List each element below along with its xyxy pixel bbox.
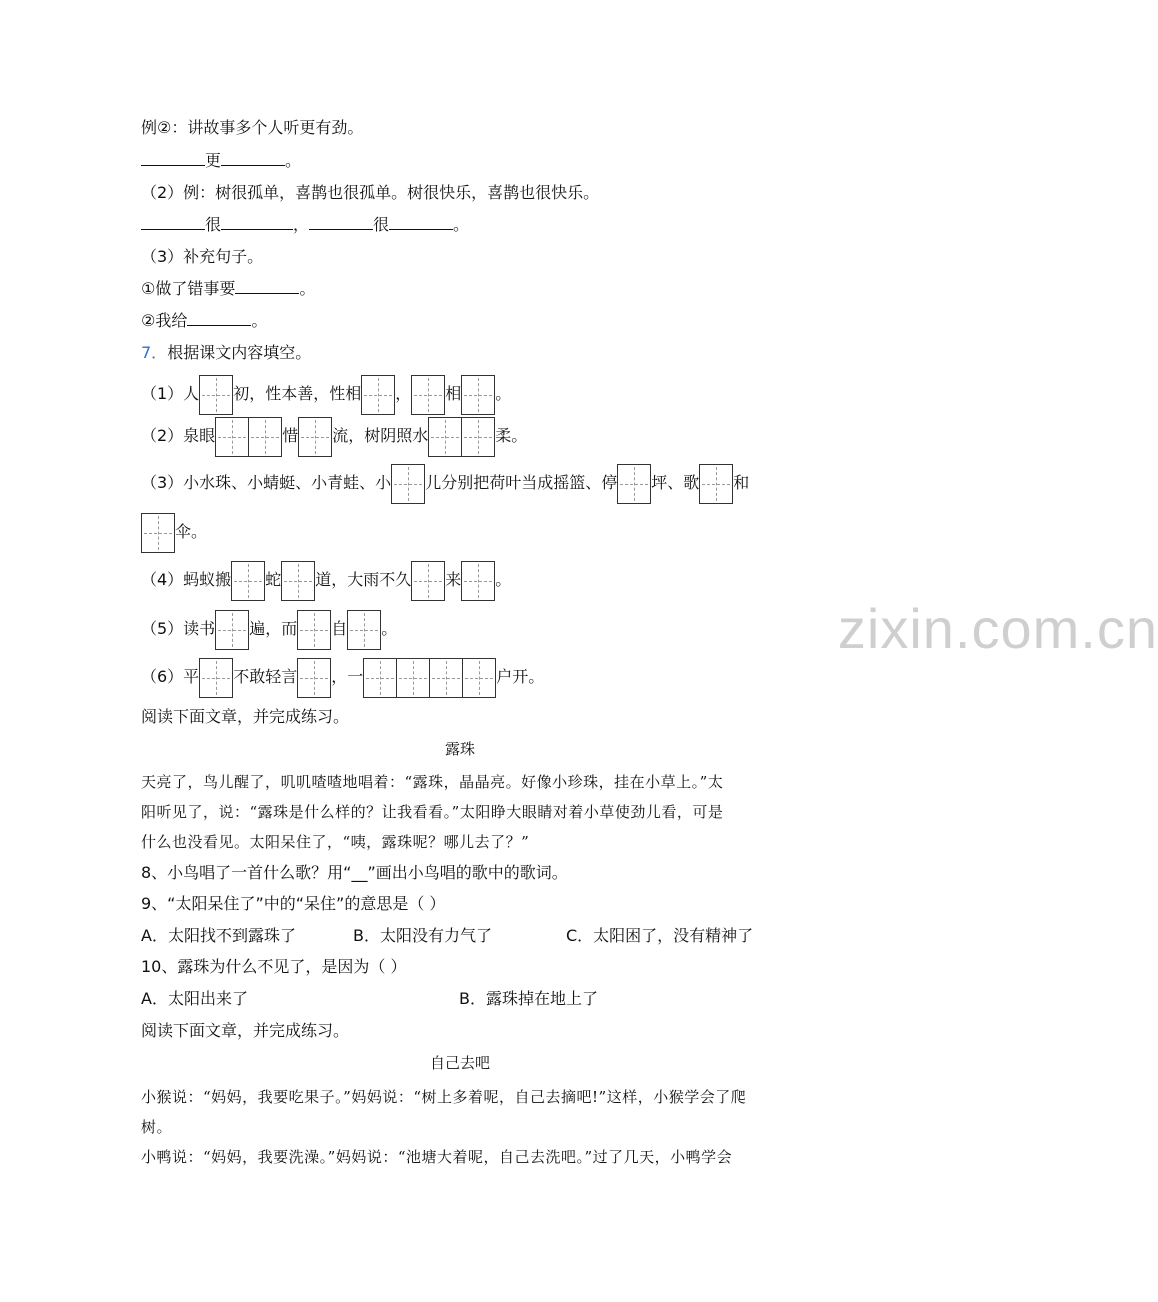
char-box[interactable] (141, 513, 175, 553)
example-2: 例②：讲故事多个人听更有劲。 (141, 118, 364, 137)
char-box[interactable] (199, 658, 233, 698)
q7-item-3: （3）小水珠、小蜻蜓、小青蛙、小 儿分别把荷叶当成摇篮、停 坪、歌 和 (141, 463, 749, 504)
char-box[interactable] (281, 561, 315, 601)
blank[interactable] (221, 215, 293, 230)
char-box[interactable] (199, 375, 233, 415)
char-box[interactable] (215, 417, 249, 457)
blank[interactable] (141, 151, 205, 166)
question-7-heading: 7．根据课文内容填空。 (141, 343, 312, 362)
char-box[interactable] (347, 610, 381, 650)
q7-item-5: （5）读书 遍，而 自 。 (141, 609, 397, 650)
reading-instruction-1: 阅读下面文章，并完成练习。 (141, 707, 350, 726)
question-number: 7． (141, 343, 168, 362)
example-2-fill: 更 。 (141, 149, 301, 173)
char-box[interactable] (297, 658, 331, 698)
q9-option-a[interactable]: A．太阳找不到露珠了 (141, 926, 296, 945)
question-10: 10、露珠为什么不见了，是因为（ ） (141, 957, 407, 976)
char-box[interactable] (248, 417, 282, 457)
passage-1-line-3: 什么也没看见。太阳呆住了，“咦，露珠呢？哪儿去了？” (141, 833, 530, 851)
passage-1-title: 露珠 (444, 740, 475, 758)
question-2: （2）例：树很孤单，喜鹊也很孤单。树很快乐，喜鹊也很快乐。 (141, 183, 600, 202)
char-box[interactable] (298, 417, 332, 457)
passage-2-line-3: 小鸭说：“妈妈，我要洗澡。”妈妈说：“池塘大着呢，自己去洗吧。”过了几天，小鸭学会 (141, 1148, 733, 1166)
question-3-1: ①做了错事要 。 (141, 279, 316, 298)
char-box[interactable] (361, 375, 395, 415)
char-box[interactable] (429, 658, 463, 698)
passage-2-title: 自己去吧 (429, 1054, 490, 1072)
question-3: （3）补充句子。 (141, 247, 264, 266)
question-3-2: ②我给 。 (141, 311, 268, 330)
q7-item-2: （2）泉眼 惜 流，树阴照水 柔。 (141, 416, 527, 457)
question-8: 8、小鸟唱了一首什么歌？用“__”画出小鸟唱的歌中的歌词。 (141, 863, 568, 882)
char-box[interactable] (428, 417, 462, 457)
blank[interactable] (221, 151, 285, 166)
char-box[interactable] (617, 464, 651, 504)
char-box[interactable] (462, 658, 496, 698)
char-box[interactable] (461, 561, 495, 601)
passage-2-line-1: 小猴说：“妈妈，我要吃果子。”妈妈说：“树上多着呢，自己去摘吧!”这样，小猴学会了爬 (141, 1088, 747, 1106)
passage-1-line-1: 天亮了，鸟儿醒了，叽叽喳喳地唱着：“露珠，晶晶亮。好像小珍珠，挂在小草上。”太 (141, 773, 724, 791)
char-box[interactable] (297, 610, 331, 650)
reading-instruction-2: 阅读下面文章，并完成练习。 (141, 1021, 350, 1040)
char-box[interactable] (396, 658, 430, 698)
q7-item-4: （4）蚂蚁搬 蛇 道，大雨不久 来 。 (141, 560, 511, 601)
char-box[interactable] (391, 464, 425, 504)
char-box[interactable] (461, 417, 495, 457)
char-box[interactable] (461, 375, 495, 415)
char-box[interactable] (363, 658, 397, 698)
q9-option-c[interactable]: C．太阳困了，没有精神了 (566, 926, 754, 945)
q7-item-1: （1）人 初，性本善，性相 ， 相 。 (141, 374, 511, 415)
q10-option-b[interactable]: B．露珠掉在地上了 (459, 989, 598, 1008)
q7-item-3-cont: 伞。 (141, 512, 207, 553)
question-2-fill: 很 ， 很 。 (141, 213, 469, 237)
blank[interactable] (309, 215, 373, 230)
blank[interactable] (187, 311, 251, 326)
passage-1-line-2: 阳听见了，说：“露珠是什么样的？让我看看。”太阳睁大眼睛对着小草使劲儿看，可是 (141, 803, 724, 821)
passage-2-line-2: 树。 (141, 1118, 173, 1136)
q10-option-a[interactable]: A．太阳出来了 (141, 989, 248, 1008)
char-box[interactable] (699, 464, 733, 504)
char-box[interactable] (231, 561, 265, 601)
blank[interactable] (235, 279, 299, 294)
watermark: zixin.com.cn (837, 597, 1158, 660)
char-box[interactable] (411, 561, 445, 601)
char-box[interactable] (215, 610, 249, 650)
blank[interactable] (141, 215, 205, 230)
q9-option-b[interactable]: B．太阳没有力气了 (353, 926, 492, 945)
char-box[interactable] (411, 375, 445, 415)
q7-item-6: （6）平 不敢轻言 ，一 户开。 (141, 657, 544, 698)
question-9: 9、“太阳呆住了”中的“呆住”的意思是（ ） (141, 894, 446, 913)
blank[interactable] (389, 215, 453, 230)
